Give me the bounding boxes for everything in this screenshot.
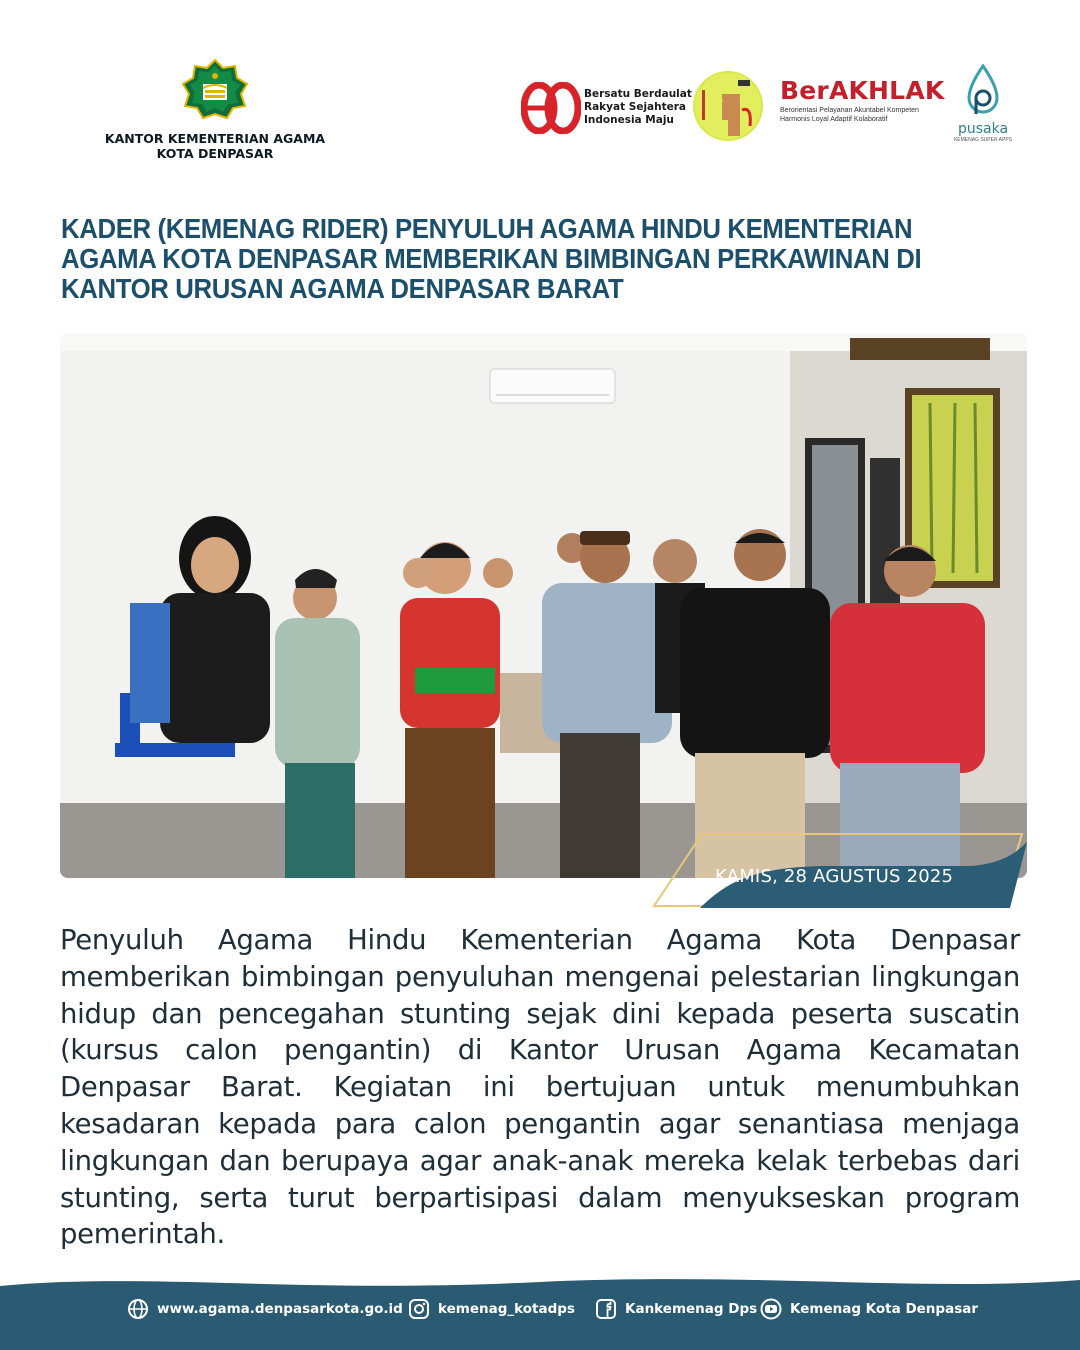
footer-facebook-text: Kankemenag Dps <box>625 1301 758 1317</box>
pusaka-logo: pusaka KEMENAG SUPER APPS <box>948 64 1018 143</box>
pusaka-word: pusaka <box>957 121 1009 137</box>
footer-website-link[interactable] <box>127 1296 403 1322</box>
page-title: KADER (KEMENAG RIDER) PENYULUH AGAMA HINDU KEMENTERIAN AGAMA KOTA DENPASAR MEMBERIKAN BIMBINGAN PERKAWINAN DI KANTOR URUSAN AGAMA DENPASAR BARAT <box>61 213 922 304</box>
pusaka-drop-icon <box>963 64 1003 118</box>
org-name-line2: KOTA DENPASAR <box>156 146 274 161</box>
hut-ri-80-logo-icon <box>521 82 581 134</box>
berakhlak-logo: BerAKHLAK Berorientasi Pelayanan Akuntabel Kompeten Harmonis Loyal Adaptif Kolaboratif <box>780 76 948 124</box>
berakhlak-word: BerAKHLAK <box>780 76 945 105</box>
footer-facebook-link[interactable] <box>595 1296 757 1322</box>
kemenag-logo-block <box>96 58 334 161</box>
globe-icon <box>127 1298 149 1320</box>
event-photo <box>60 333 1027 878</box>
stunting-campaign-logo-icon <box>692 70 764 142</box>
footer <box>0 1272 1080 1350</box>
footer-youtube-text: Kemenag Kota Denpasar <box>790 1301 978 1317</box>
org-name-line1: KANTOR KEMENTERIAN AGAMA <box>104 131 326 146</box>
event-date: KAMIS, 28 AGUSTUS 2025 <box>715 866 954 887</box>
hut-ri-80-tagline: Bersatu Berdaulat Rakyat Sejahtera Indonesia Maju <box>584 88 692 126</box>
footer-instagram-text: kemenag_kotadps <box>438 1301 575 1317</box>
footer-youtube-link[interactable] <box>760 1296 978 1322</box>
group-photo-illustration <box>60 333 1027 878</box>
footer-instagram-link[interactable] <box>408 1296 575 1322</box>
youtube-icon <box>760 1298 782 1320</box>
footer-website-text: www.agama.denpasarkota.go.id <box>157 1301 403 1317</box>
partner-logos <box>518 64 1018 144</box>
kemenag-emblem-icon <box>179 58 251 122</box>
article-body: Penyuluh Agama Hindu Kementerian Agama Kota Denpasar memberikan bimbingan penyuluhan mengenai pelestarian lingkungan hidup dan pencegahan stunting sejak dini kepada peserta suscatin (kursus calon pengantin) di Kantor Urusan Agama Kecamatan Denpasar Barat. Kegiatan ini bertujuan untuk menumbuhkan kesadaran kepada para calon pengantin agar senantiasa menjaga lingkungan dan berupaya agar anak-anak mereka kelak terbebas dari stunting, serta turut berpartisipasi dalam menyukseskan program pemerintah. <box>60 924 1020 1251</box>
instagram-icon <box>408 1298 430 1320</box>
facebook-icon <box>595 1298 617 1320</box>
